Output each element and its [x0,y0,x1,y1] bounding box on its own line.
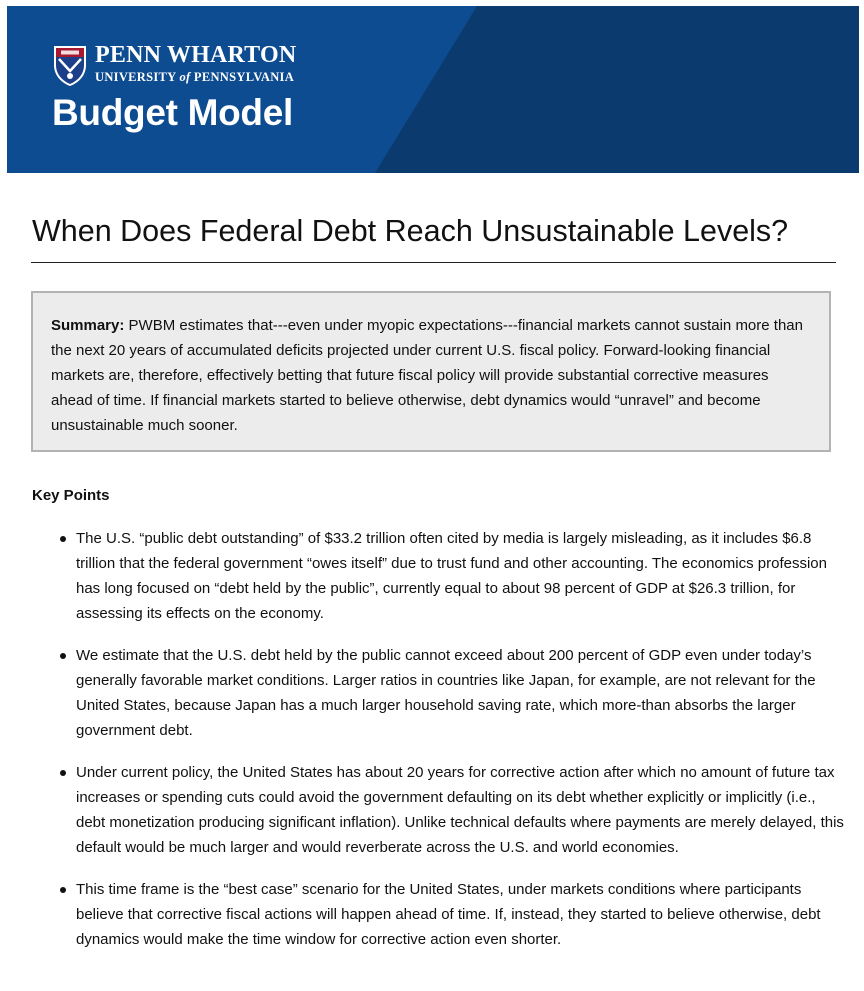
penn-shield-icon [53,45,87,87]
key-point [76,526,844,626]
summary-text: PWBM estimates that---even under myopic expectations---financial markets cannot sustain more than the next 20 years of accumulated deficits projected under current U.S. fiscal policy. Forward-looking financial markets are, therefore, effectively betting that future fiscal policy will provide substantial corrective measures ahead of time. If financial markets started to believe otherwise, debt dynamics would “unravel” and become unsustainable much sooner. [51,317,803,434]
key-point-text: We estimate that the U.S. debt held by the public cannot exceed about 200 percent of GDP even under today’s generally favorable market conditions. Larger ratios in countries like Japan, for example, are not relevant for the United States, because Japan has a much larger household saving rate, which more-than absorbs the larger government debt. [76,647,816,739]
brand-university-of: of [179,70,191,84]
budget-model-title: Budget Model [52,92,293,133]
header-banner [7,6,859,173]
summary-paragraph [51,313,811,438]
key-point [76,760,844,860]
key-points-heading: Key Points [32,487,110,504]
key-points-list [76,526,844,969]
summary-box [31,291,831,452]
title-divider [31,262,836,263]
summary-label: Summary: [51,317,125,334]
bullet-icon [60,770,66,776]
key-point-text: Under current policy, the United States has about 20 years for corrective action after which no amount of future tax increases or spending cuts could avoid the government defaulting on its debt whether explicitly or implicitly (i.e., debt monetization producing significant inflation). Unlike technical defaults where payments are merely delayed, this default would be much larger and would reverberate across the U.S. and world economies. [76,764,844,856]
page-title: When Does Federal Debt Reach Unsustainable Levels? [32,214,789,248]
bullet-icon [60,536,66,542]
key-point [76,643,844,743]
key-point [76,877,844,952]
brand-university-start: UNIVERSITY [95,70,180,84]
bullet-icon [60,887,66,893]
brand-university-end: PENNSYLVANIA [190,70,295,84]
header-diagonal-panel [7,6,859,173]
brand-university [95,70,294,85]
key-point-text: The U.S. “public debt outstanding” of $33.2 trillion often cited by media is largely misleading, as it includes $6.8 trillion that the federal government “owes itself” due to trust fund and other accounting. The economics profession has long focused on “debt held by the public”, currently equal to about 98 percent of GDP at $26.3 trillion, for assessing its effects on the economy. [76,530,827,622]
brand-name: PENN WHARTON [95,42,297,68]
key-point-text: This time frame is the “best case” scenario for the United States, under markets conditions where participants believe that corrective fiscal actions will happen ahead of time. If, instead, they started to believe otherwise, debt dynamics would make the time window for corrective action even shorter. [76,881,821,948]
bullet-icon [60,653,66,659]
